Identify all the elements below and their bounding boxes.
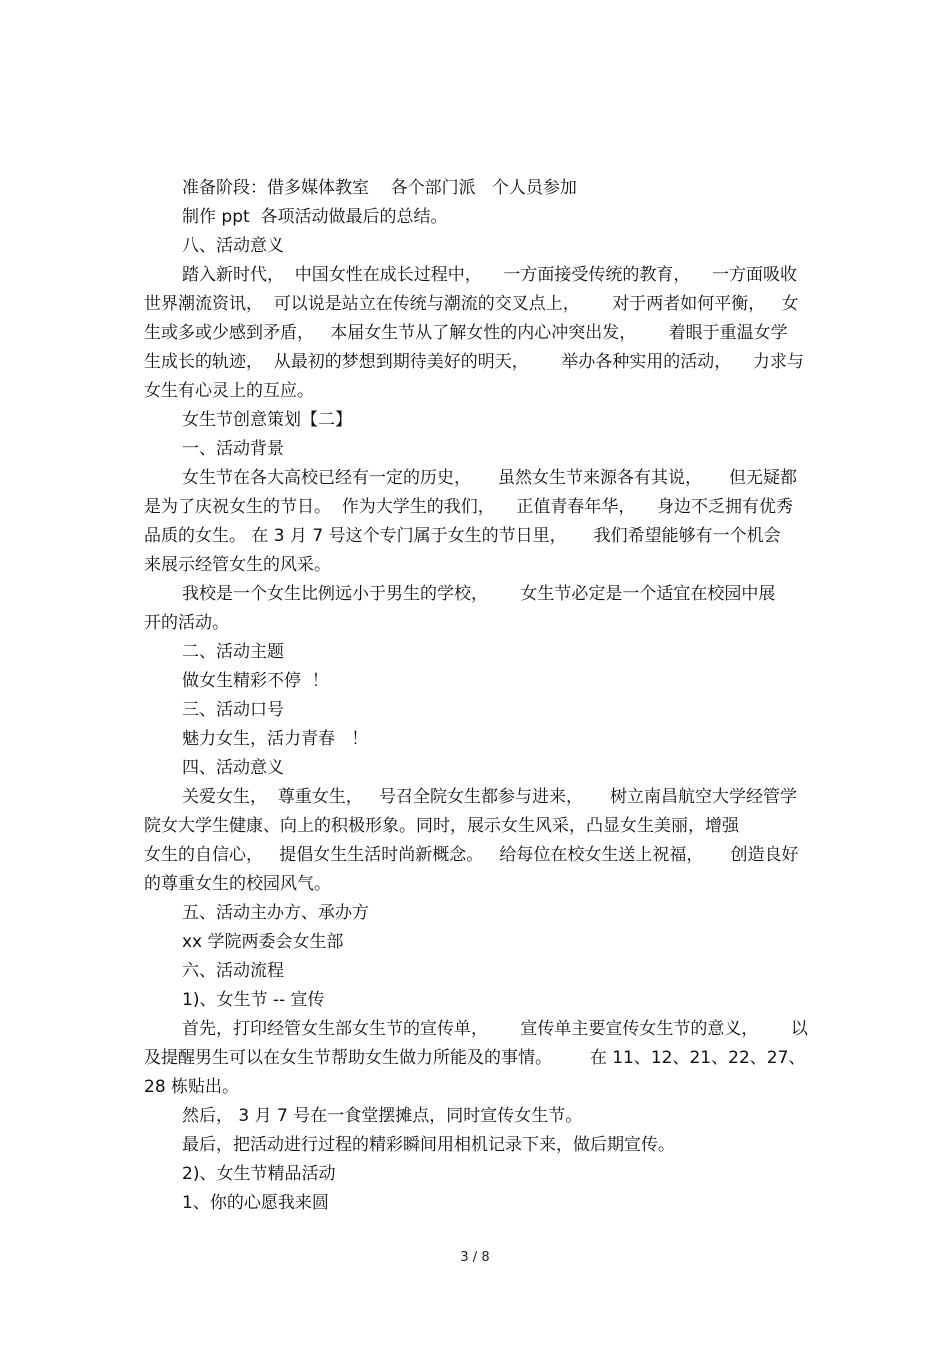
sub-heading: 1、你的心愿我来圆 — [182, 1193, 329, 1213]
paragraph-line: 女生有心灵上的互应。 — [144, 381, 314, 401]
paragraph-line: 关爱女生， 尊重女生， 号召全院女生都参与进来， 树立南昌航空大学经管学 — [182, 787, 798, 807]
document-subtitle: 女生节创意策划【二】 — [182, 410, 352, 430]
section-heading: 六、活动流程 — [182, 961, 284, 981]
paragraph-line: 品质的女生。 在 3 月 7 号这个专门属于女生的节日里， 我们希望能够有一个机会 — [144, 526, 781, 546]
paragraph-line: 生成长的轨迹， 从最初的梦想到期待美好的明天， 举办各种实用的活动， 力求与 — [144, 352, 804, 372]
paragraph-line: 来展示经管女生的风采。 — [144, 555, 331, 575]
section-heading: 二、活动主题 — [182, 642, 284, 662]
paragraph-line: 我校是一个女生比例远小于男生的学校， 女生节必定是一个适宜在校园中展 — [182, 584, 776, 604]
section-heading: 五、活动主办方、承办方 — [182, 903, 369, 923]
paragraph-line: 首先，打印经管女生部女生节的宣传单， 宣传单主要宣传女生节的意义， 以 — [182, 1019, 808, 1039]
paragraph-line: 院女大学生健康、向上的积极形象。同时，展示女生风采，凸显女生美丽，增强 — [144, 816, 739, 836]
text-line: 做女生精彩不停 ！ — [182, 671, 329, 691]
paragraph-line: 及提醒男生可以在女生节帮助女生做力所能及的事情。 在 11、12、21、22、27、 — [144, 1048, 806, 1068]
text-line: 准备阶段：借多媒体教室 各个部门派 个人员参加 — [182, 178, 577, 198]
paragraph-line: 然后， 3 月 7 号在一食堂摆摊点，同时宣传女生节。 — [182, 1106, 583, 1126]
paragraph-line: 最后，把活动进行过程的精彩瞬间用相机记录下来，做后期宣传。 — [182, 1135, 675, 1155]
section-heading: 一、活动背景 — [182, 439, 284, 459]
document-body — [144, 174, 809, 1218]
section-heading: 四、活动意义 — [182, 758, 284, 778]
text-line: 魅力女生，活力青春 ！ — [182, 729, 369, 749]
section-heading: 三、活动口号 — [182, 700, 284, 720]
sub-heading: 2)、女生节精品活动 — [182, 1164, 336, 1184]
paragraph-line: 世界潮流资讯， 可以说是站立在传统与潮流的交叉点上， 对于两者如何平衡， 女 — [144, 294, 799, 314]
paragraph-line: 是为了庆祝女生的节日。 作为大学生的我们， 正值青春年华， 身边不乏拥有优秀 — [144, 497, 794, 517]
paragraph-line: 踏入新时代， 中国女性在成长过程中， 一方面接受传统的教育， 一方面吸收 — [182, 265, 798, 285]
paragraph-line: 开的活动。 — [144, 613, 229, 633]
paragraph-line: 28 栋贴出。 — [144, 1077, 240, 1097]
paragraph-line: 女生的自信心， 提倡女生生活时尚新概念。 给每位在校女生送上祝福， 创造良好 — [144, 845, 799, 865]
page-number: 3 / 8 — [460, 1250, 490, 1265]
text-line: 制作 ppt 各项活动做最后的总结。 — [182, 207, 448, 227]
paragraph-line: 女生节在各大高校已经有一定的历史， 虽然女生节来源各有其说， 但无疑都 — [182, 468, 798, 488]
paragraph-line: 生或多或少感到矛盾， 本届女生节从了解女性的内心冲突出发， 着眼于重温女学 — [144, 323, 788, 343]
paragraph-line: 的尊重女生的校园风气。 — [144, 874, 331, 894]
sub-heading: 1)、女生节 -- 宣传 — [182, 990, 325, 1010]
section-heading: 八、活动意义 — [182, 236, 284, 256]
text-line: xx 学院两委会女生部 — [182, 932, 344, 952]
